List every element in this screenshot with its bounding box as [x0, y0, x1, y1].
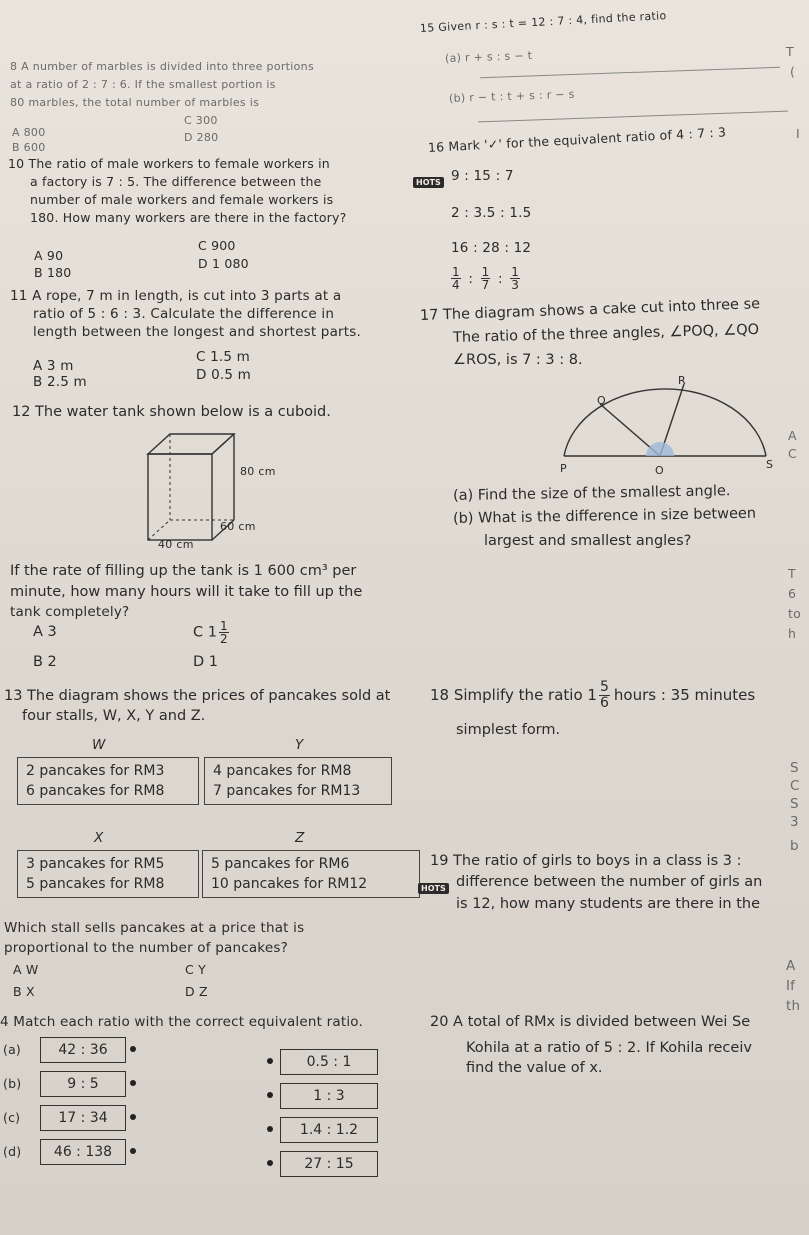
tank-width-label: 60 cm [220, 520, 256, 533]
q14-right-ratio-3[interactable]: 1.4 : 1.2 [280, 1117, 378, 1143]
hots-label: HOTS [413, 177, 444, 188]
q19-line3: is 12, how many students are there in the [456, 896, 761, 912]
hots-label: HOTS [418, 883, 449, 894]
edge-fragment-14: b [790, 838, 799, 854]
q12-option-c[interactable] [193, 620, 229, 645]
q10-option-c[interactable]: C 900 [198, 238, 236, 253]
stall-y-line2: 7 pancakes for RM13 [213, 783, 361, 799]
q16-stem: 16 Mark '✓' for the equivalent ratio of 4 : 7 : 3 [427, 124, 727, 155]
q11-stem-line2: ratio of 5 : 6 : 3. Calculate the difference in [33, 306, 335, 322]
q14-label-b: (b) [3, 1076, 22, 1091]
q16-frac-3 [510, 266, 520, 291]
q12-stem: 12 The water tank shown below is a cuboid. [12, 404, 331, 420]
stall-w-name: W [92, 737, 106, 753]
q16-frac-2 [481, 266, 491, 291]
q10-stem-line1: 10 The ratio of male workers to female workers in [8, 156, 330, 171]
stall-x-card [17, 850, 199, 898]
q11-stem-line3: length between the longest and shortest parts. [33, 324, 362, 340]
stall-x-name: X [94, 830, 104, 846]
point-s-label: S [766, 458, 774, 471]
q18-question [430, 680, 755, 711]
q12-option-c-fraction [219, 620, 229, 645]
stall-z-line1: 5 pancakes for RM6 [211, 856, 350, 872]
q10-option-b[interactable]: B 180 [34, 265, 72, 280]
q12-question-line3: tank completely? [10, 604, 130, 620]
q16-frac-3-den: 3 [511, 278, 520, 292]
q14-left-dot-d[interactable] [130, 1148, 136, 1154]
q14-right-dot-3[interactable] [267, 1126, 273, 1132]
q14-right-dot-2[interactable] [267, 1092, 273, 1098]
q18-denominator: 6 [599, 695, 609, 711]
q12-option-d[interactable]: D 1 [193, 654, 218, 670]
edge-fragment-1: T [786, 44, 794, 59]
q8-option-a[interactable]: A 800 [12, 126, 46, 139]
edge-fragment-17: th [786, 998, 801, 1014]
q12-option-b[interactable]: B 2 [33, 654, 57, 670]
q8-option-d[interactable]: D 280 [184, 131, 219, 144]
q14-right-ratio-2[interactable]: 1 : 3 [280, 1083, 378, 1109]
edge-fragment-2: ( [790, 64, 796, 79]
q13-option-b[interactable]: B X [13, 984, 35, 999]
q14-left-dot-b[interactable] [130, 1080, 136, 1086]
q11-stem-line1: 11 A rope, 7 m in length, is cut into 3 parts at a [10, 288, 342, 304]
stall-x-line1: 3 pancakes for RM5 [26, 856, 165, 872]
q8-stem-line1: 8 A number of marbles is divided into three portions [10, 60, 314, 73]
q12-option-a[interactable]: A 3 [33, 624, 57, 640]
q15-part-b: (b) r − t : t + s : r − s [448, 87, 575, 105]
stall-y-line1: 4 pancakes for RM8 [213, 763, 352, 779]
q16-frac-1-den: 4 [452, 278, 460, 292]
q17-stem-line1: 17 The diagram shows a cake cut into three se [419, 296, 761, 324]
q19-line1: 19 The ratio of girls to boys in a class is 3 : [430, 853, 742, 869]
q19-hots-badge [418, 876, 449, 895]
q13-stem-line1: 13 The diagram shows the prices of pancakes sold at [4, 688, 391, 704]
q13-option-c[interactable]: C Y [185, 962, 206, 977]
q11-option-a[interactable]: A 3 m [33, 358, 74, 374]
stall-x-line2: 5 pancakes for RM8 [26, 876, 165, 892]
q10-stem-line2: a factory is 7 : 5. The difference between the [30, 174, 322, 189]
edge-fragment-8: to [788, 606, 801, 621]
edge-fragment-10: S [790, 760, 799, 776]
q16-frac-3-num: 1 [511, 265, 520, 279]
q20-line2: Kohila at a ratio of 5 : 2. If Kohila receiv [466, 1040, 752, 1056]
q14-right-dot-1[interactable] [267, 1058, 273, 1064]
edge-fragment-4: A [788, 428, 797, 443]
q18-numerator: 5 [599, 679, 609, 695]
q17-part-a: (a) Find the size of the smallest angle. [452, 483, 731, 504]
edge-fragment-15: A [786, 958, 796, 974]
q13-option-d[interactable]: D Z [185, 984, 208, 999]
q8-stem-line3: 80 marbles, the total number of marbles is [10, 96, 260, 109]
q11-option-c[interactable]: C 1.5 m [196, 349, 251, 365]
tank-depth-label: 40 cm [158, 538, 194, 551]
semicircle-cake-diagram [560, 372, 800, 476]
point-q-label: Q [597, 394, 606, 407]
stall-z-line2: 10 pancakes for RM12 [211, 876, 368, 892]
q18-fraction [599, 680, 610, 711]
edge-fragment-3: I [796, 126, 800, 141]
q10-stem-line3: number of male workers and female workers is [30, 192, 334, 207]
q11-option-b[interactable]: B 2.5 m [33, 374, 87, 390]
q18-suffix: hours : 35 minutes [613, 686, 756, 704]
q15-stem: 15 Given r : s : t = 12 : 7 : 4, find the ratio [419, 9, 667, 35]
q10-option-d[interactable]: D 1 080 [198, 256, 249, 271]
stall-y-name: Y [295, 737, 304, 753]
q15-a-answer-line[interactable] [480, 67, 780, 78]
edge-fragment-9: h [788, 626, 797, 641]
edge-fragment-13: 3 [790, 814, 799, 830]
stall-z-name: Z [295, 830, 305, 846]
q14-right-dot-4[interactable] [267, 1160, 273, 1166]
q14-left-ratio-d[interactable]: 46 : 138 [40, 1139, 126, 1165]
q18-prefix: 18 Simplify the ratio 1 [430, 686, 597, 704]
edge-fragment-7: 6 [788, 586, 797, 601]
q16-frac-2-num: 1 [481, 265, 490, 279]
q16-frac-1-num: 1 [452, 265, 460, 279]
q15-part-a: (a) r + s : s − t [444, 48, 533, 65]
q14-left-ratio-c[interactable]: 17 : 34 [40, 1105, 126, 1131]
edge-fragment-11: C [790, 778, 800, 794]
q17-stem-line2: The ratio of the three angles, ∠POQ, ∠QO [452, 321, 760, 346]
q12-option-c-whole: C 1 [193, 624, 217, 641]
q8-stem-line2: at a ratio of 2 : 7 : 6. If the smallest portion is [10, 78, 276, 91]
q16-option-1[interactable]: 9 : 15 : 7 [451, 168, 514, 184]
q13-question-line1: Which stall sells pancakes at a price that is [4, 920, 305, 936]
edge-fragment-5: C [788, 446, 797, 461]
stall-w-line1: 2 pancakes for RM3 [26, 763, 165, 779]
q14-left-dot-a[interactable] [130, 1046, 136, 1052]
q18-line2: simplest form. [456, 722, 561, 738]
q14-right-ratio-1[interactable]: 0.5 : 1 [280, 1049, 378, 1075]
q17-stem-line3: ∠ROS, is 7 : 3 : 8. [453, 352, 583, 368]
stall-w-line2: 6 pancakes for RM8 [26, 783, 165, 799]
q14-label-a: (a) [3, 1042, 22, 1057]
q14-label-c: (c) [3, 1110, 21, 1125]
q14-right-ratio-4[interactable]: 27 : 15 [280, 1151, 378, 1177]
q12-c-denominator: 2 [219, 632, 228, 646]
q17-part-b-line2: largest and smallest angles? [484, 533, 692, 549]
q15-b-answer-line[interactable] [478, 111, 788, 123]
point-r-label: R [678, 374, 686, 387]
q12-question-line1: If the rate of filling up the tank is 1 600 cm³ per [10, 563, 357, 579]
q14-label-d: (d) [3, 1144, 22, 1159]
q16-option-4-fractions[interactable]: $\frac{1}{4}$ : $\frac{1}{7}$ : $\frac{1}{3}$ [452, 265, 520, 292]
q20-line1: 20 A total of RMx is divided between Wei Se [430, 1014, 751, 1030]
q16-option-2[interactable]: 2 : 3.5 : 1.5 [451, 205, 532, 221]
point-o-label: O [655, 464, 664, 477]
edge-fragment-16: If [786, 978, 796, 994]
q16-frac-2-den: 7 [481, 278, 490, 292]
q10-option-a[interactable]: A 90 [34, 248, 64, 263]
stall-z-card [202, 850, 420, 898]
point-p-label: P [560, 462, 567, 475]
stall-w-card [17, 757, 199, 805]
q20-line3: find the value of x. [466, 1060, 603, 1076]
q11-option-d[interactable]: D 0.5 m [196, 367, 251, 383]
q8-option-c[interactable]: C 300 [184, 114, 218, 127]
q14-left-ratio-b[interactable]: 9 : 5 [40, 1071, 126, 1097]
q14-stem: 4 Match each ratio with the correct equivalent ratio. [0, 1014, 363, 1030]
edge-fragment-6: T [788, 566, 796, 581]
q12-c-numerator: 1 [219, 619, 228, 633]
q10-stem-line4: 180. How many workers are there in the factory? [30, 210, 347, 225]
q17-part-b-line1: (b) What is the difference in size between [452, 505, 757, 527]
q8-option-b[interactable]: B 600 [12, 141, 46, 154]
q16-frac-1 [451, 266, 461, 291]
stall-y-card [204, 757, 392, 805]
q16-option-3[interactable]: 16 : 28 : 12 [451, 240, 532, 256]
q19-line2: difference between the number of girls an [456, 874, 763, 890]
q14-left-dot-c[interactable] [130, 1114, 136, 1120]
q12-question-line2: minute, how many hours will it take to fill up the [10, 584, 363, 600]
q14-left-ratio-a[interactable]: 42 : 36 [40, 1037, 126, 1063]
edge-fragment-12: S [790, 796, 799, 812]
q16-hots-badge [413, 170, 444, 189]
q13-question-line2: proportional to the number of pancakes? [4, 940, 288, 956]
q13-stem-line2: four stalls, W, X, Y and Z. [22, 708, 206, 724]
tank-height-label: 80 cm [240, 465, 276, 478]
q13-option-a[interactable]: A W [13, 962, 39, 977]
